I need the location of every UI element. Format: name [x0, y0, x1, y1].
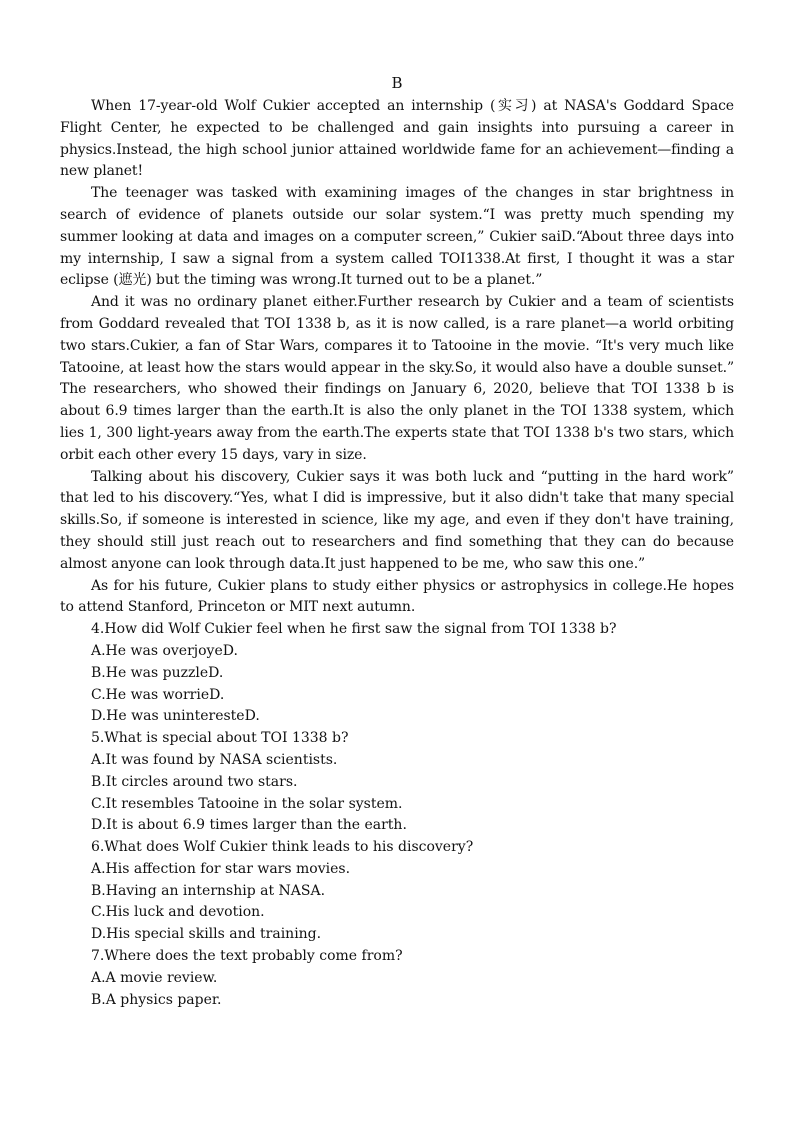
answer-option: D.His special skills and training. [91, 926, 322, 943]
paragraph-1: When 17-year-old Wolf Cukier accepted an internship (实习) at NASA's Goddard Space Flight Center, he expected to be challenged and gain insights into pursuing a career in physics.Instead, the high school junior attained worldwide fame for an achievement—finding a new planet! [60, 98, 734, 180]
answer-option: B.Having an internship at NASA. [91, 882, 326, 899]
question-stem: 6.What does Wolf Cukier think leads to his discovery? [91, 839, 474, 856]
answer-option: B.A physics paper. [91, 991, 222, 1008]
document-page [60, 72, 734, 1011]
answer-option: C.It resembles Tatooine in the solar system. [91, 795, 403, 812]
answer-option: D.It is about 6.9 times larger than the earth. [91, 817, 407, 834]
question-4 [60, 619, 734, 728]
answer-option: C.His luck and devotion. [91, 904, 265, 921]
answer-option: A.A movie review. [91, 969, 218, 986]
answer-option: D.He was uninteresteD. [91, 708, 260, 725]
section-label: B [391, 74, 403, 92]
question-6 [60, 837, 734, 946]
question-stem: 7.Where does the text probably come from? [91, 948, 403, 965]
answer-option: B.He was puzzleD. [91, 664, 224, 681]
answer-option: C.He was worrieD. [91, 686, 225, 703]
answer-option: B.It circles around two stars. [91, 773, 298, 790]
question-stem: 4.How did Wolf Cukier feel when he first saw the signal from TOI 1338 b? [91, 621, 617, 638]
paragraph-5: As for his future, Cukier plans to study either physics or astrophysics in college.He hopes to attend Stanford, Princeton or MIT next autumn. [60, 577, 734, 616]
answer-option: A.His affection for star wars movies. [91, 860, 351, 877]
paragraph-3: And it was no ordinary planet either.Further research by Cukier and a team of scientists from Goddard revealed that TOI 1338 b, as it is now called, is a rare planet—a world orbiting two stars.Cukier, a fan of Star Wars, compares it to Tatooine in the movie. “It's very much like Tatooine, at least how the stars would appear in the sky.So, it would also have a double sunset.” The researchers, who showed their findings on January 6, 2020, believe that TOI 1338 b is about 6.9 times larger than the earth.It is also the only planet in the TOI 1338 system, which lies 1, 300 light-years away from the earth.The experts state that TOI 1338 b's two stars, which orbit each other every 15 days, vary in size. [60, 294, 734, 463]
question-stem: 5.What is special about TOI 1338 b? [91, 730, 349, 747]
question-7 [60, 946, 734, 1011]
paragraph-2: The teenager was tasked with examining images of the changes in star brightness in search of evidence of planets outside our solar system.“I was pretty much spending my summer looking at data and images on a computer screen,” Cukier saiD.“About three days into my internship, I saw a signal from a system called TOI1338.At first, I thought it was a star eclipse (遮光) but the timing was wrong.It turned out to be a planet.” [60, 185, 734, 289]
question-5 [60, 728, 734, 837]
answer-option: A.It was found by NASA scientists. [91, 751, 338, 768]
paragraph-4: Talking about his discovery, Cukier says it was both luck and “putting in the hard work” that led to his discovery.“Yes, what I did is impressive, but it also didn't take that many special skills.So, if someone is interested in science, like my age, and even if they don't have training, they should still just reach out to researchers and find something that they can do because almost anyone can look through data.It just happened to be me, who saw this one.” [60, 468, 734, 572]
answer-option: A.He was overjoyeD. [91, 642, 238, 659]
